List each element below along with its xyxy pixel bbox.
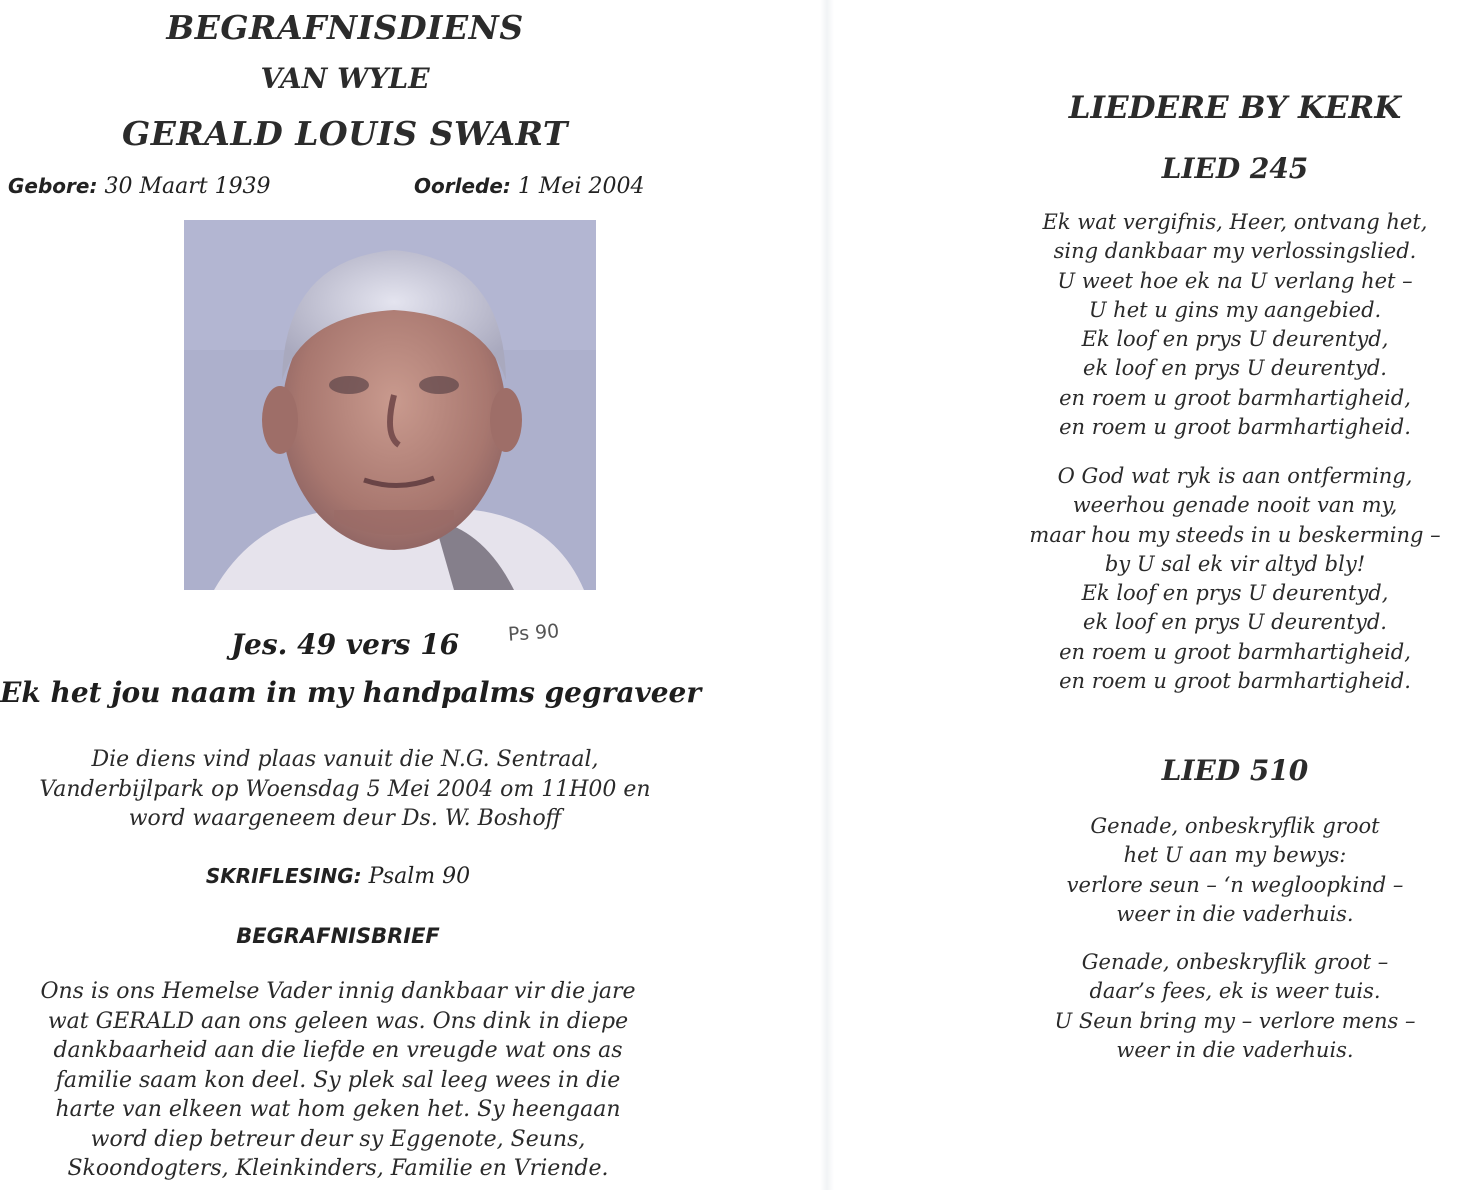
hymn-line: weer in die vaderhuis. [1116, 1037, 1354, 1062]
handwritten-note: Ps 90 [507, 620, 560, 646]
hymn-line: Ek loof en prys U deurentyd, [1081, 327, 1389, 352]
reading-label: SKRIFLESING: [205, 864, 362, 888]
letter-line: wat GERALD aan ons geleen was. Ons dink in diepe [47, 1008, 629, 1034]
hymn-line: en roem u groot barmhartigheid, [1059, 639, 1411, 664]
hymn-245-title: LIED 245 [1161, 152, 1309, 185]
letter-line: Ons is ons Hemelse Vader innig dankbaar vir die jare [40, 979, 636, 1004]
van-wyle: VAN WYLE [260, 62, 430, 95]
hymn-line: ek loof en prys U deurentyd. [1083, 356, 1387, 381]
verse-text: Ek het jou naam in my handpalms gegraveer [0, 676, 702, 709]
hymn-line: O God wat ryk is aan ontferming, [1057, 464, 1413, 488]
hymn-line: Genade, onbeskryflik groot – [1081, 950, 1389, 974]
hymns-title: LIEDERE BY KERK [1068, 90, 1402, 126]
right-page [990, 0, 1480, 1190]
funeral-letter [0, 977, 676, 1184]
born-label: Gebore: [8, 174, 98, 198]
portrait-photo [184, 220, 596, 590]
born-group [8, 174, 271, 199]
hymn-line: by U sal ek vir altyd bly! [1104, 551, 1366, 576]
hymn-510-title: LIED 510 [1161, 754, 1309, 787]
hymn-line: Ek wat vergifnis, Heer, ontvang het, [1042, 210, 1428, 234]
hymn-245-stanza-1 [990, 208, 1480, 442]
letter-line: dankbaarheid aan die liefde en vreugde wat ons as [53, 1038, 623, 1063]
service-line: Die diens vind plaas vanuit die N.G. Sentraal, [91, 747, 599, 772]
service-details [0, 745, 690, 834]
died-group [414, 174, 644, 199]
hymn-line: Ek loof en prys U deurentyd, [1081, 581, 1389, 606]
deceased-name: GERALD LOUIS SWART [122, 114, 568, 153]
hymn-510-stanza-1 [990, 812, 1480, 929]
hymn-line: verlore seun – ‘n wegloopkind – [1066, 872, 1404, 897]
hymn-line: U weet hoe ek na U verlang het – [1057, 268, 1413, 293]
hymn-245-stanza-2 [990, 462, 1480, 696]
left-page [0, 0, 702, 1190]
portrait-illustration [184, 220, 596, 590]
hymn-line: weerhou genade nooit van my, [1072, 493, 1398, 518]
letter-line: familie saam kon deel. Sy plek sal leeg wees in die [55, 1067, 621, 1093]
died-label: Oorlede: [414, 174, 511, 198]
hymn-line: daar’s fees, ek is weer tuis. [1089, 979, 1381, 1004]
verse-reference: Jes. 49 vers 16 [230, 628, 460, 661]
letter-line: word diep betreur deur sy Eggenote, Seuns, [90, 1126, 586, 1152]
hymn-line: en roem u groot barmhartigheid. [1059, 415, 1411, 440]
hymn-line: U het u gins my aangebied. [1088, 297, 1382, 322]
service-line: Vanderbijlpark op Woensdag 5 Mei 2004 om 11H00 en [39, 776, 651, 802]
hymn-line: sing dankbaar my verlossingslied. [1053, 239, 1417, 264]
letter-line: Skoondogters, Kleinkinders, Familie en Vriende. [67, 1156, 609, 1181]
hymn-line: maar hou my steeds in u beskerming – [1029, 522, 1441, 547]
page-fold [820, 0, 834, 1190]
hymn-line: U Seun bring my – verlore mens – [1054, 1008, 1416, 1033]
born-date: 30 Maart 1939 [104, 174, 271, 199]
scripture-reading [0, 864, 676, 889]
hymn-line: Genade, onbeskryflik groot [1090, 814, 1380, 838]
hymn-line: weer in die vaderhuis. [1116, 901, 1354, 926]
letter-line: harte van elkeen wat hom geken het. Sy heengaan [55, 1097, 621, 1122]
hymn-line: en roem u groot barmhartigheid, [1059, 385, 1411, 410]
hymn-line: het U aan my bewys: [1123, 843, 1347, 868]
hymn-line: en roem u groot barmhartigheid. [1059, 669, 1411, 694]
hymn-line: ek loof en prys U deurentyd. [1083, 610, 1387, 635]
service-title: BEGRAFNISDIENS [166, 8, 524, 47]
hymn-510-stanza-2 [990, 948, 1480, 1065]
letter-title: BEGRAFNISBRIEF [236, 924, 440, 948]
died-date: 1 Mei 2004 [517, 174, 645, 199]
service-line: word waargeneem deur Ds. W. Boshoff [128, 806, 562, 831]
reading-value: Psalm 90 [368, 864, 471, 889]
